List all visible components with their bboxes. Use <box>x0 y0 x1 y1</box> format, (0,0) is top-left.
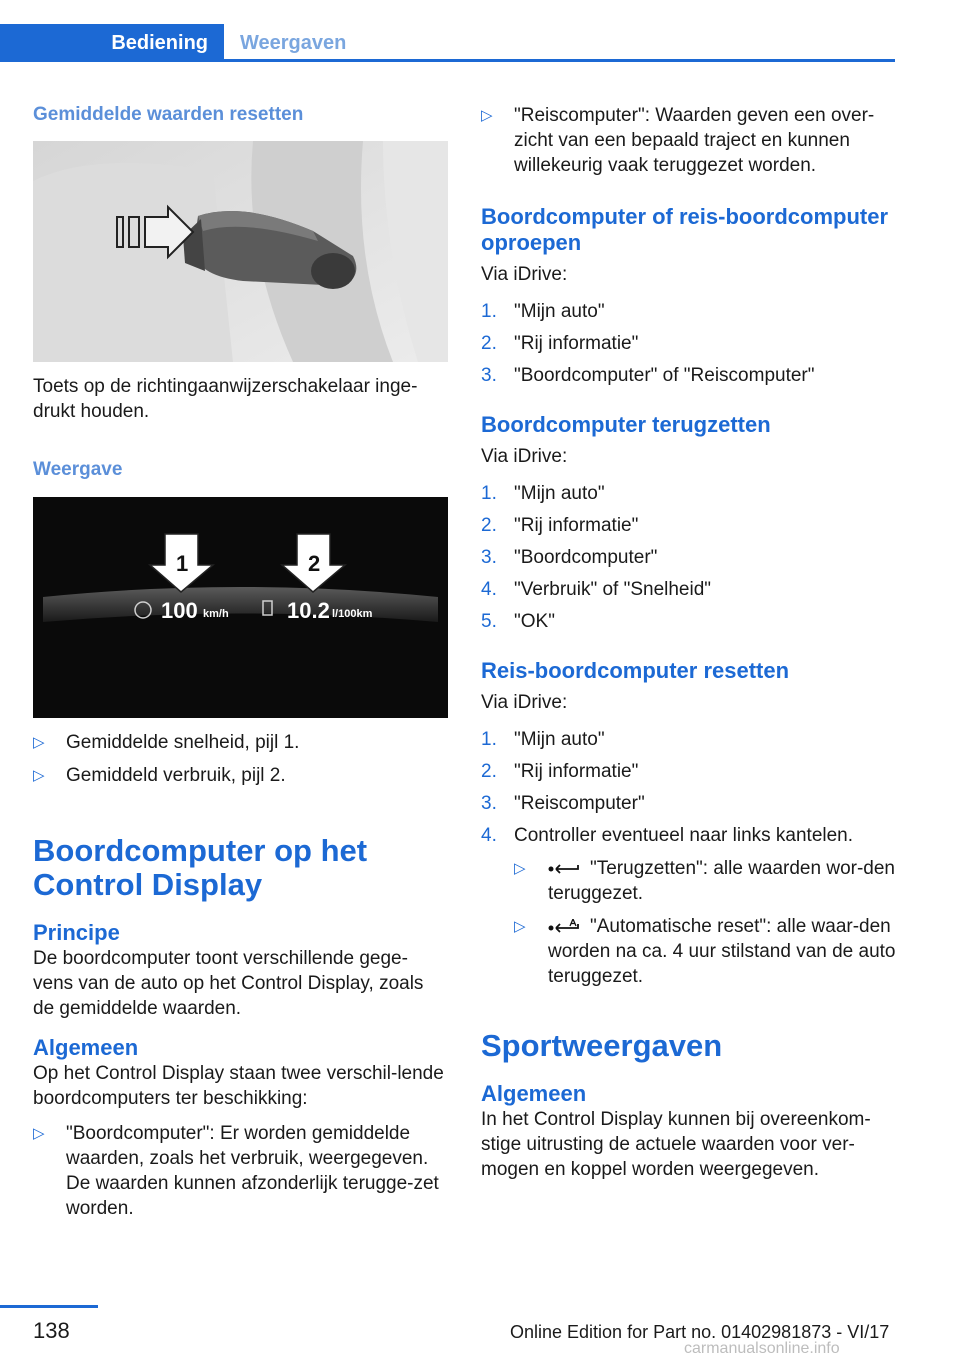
arrow-2-label: 2 <box>308 551 321 576</box>
list-item: 1. "Mijn auto" <box>481 729 605 750</box>
list-item: 1. "Mijn auto" <box>481 483 605 504</box>
via-idrive-3: Via iDrive: <box>481 692 568 713</box>
list-item: 5. "OK" <box>481 611 555 632</box>
edition-text: Online Edition for Part no. 01402981873 - VI/17 <box>510 1322 890 1342</box>
sport-text: In het Control Display kunnen bij overeenkom-stige uitrusting de actuele waarden voor ver-mogen en koppel worden weergegeven. <box>481 1109 871 1180</box>
consumption-unit: l/100km <box>332 608 373 620</box>
principe-heading: Principe <box>33 920 120 945</box>
section-heading-boordcomputer: Boordcomputer op het Control Display <box>33 833 368 902</box>
list-item: ▷ "Terugzetten": alle waarden wor-den teruggezet. <box>514 858 895 904</box>
tab-weergaven[interactable]: Weergaven <box>240 31 347 54</box>
turn-signal-illustration <box>33 141 448 362</box>
auto-reset-icon <box>548 919 582 935</box>
cluster-display-figure <box>33 497 448 718</box>
reiscomputer-list <box>481 103 901 178</box>
triangle-right-icon: ▷ <box>514 918 526 935</box>
algemeen-text: Op het Control Display staan twee verschil-lende boordcomputers ter beschikking: <box>33 1063 444 1109</box>
list-item: 3. "Reiscomputer" <box>481 793 645 814</box>
page-number: 138 <box>33 1318 70 1343</box>
triangle-right-icon: ▷ <box>481 107 493 124</box>
footer-rule <box>0 1305 98 1308</box>
turn-signal-figure <box>33 141 448 362</box>
reis-reset-steps <box>481 727 901 989</box>
via-idrive-2: Via iDrive: <box>481 446 568 467</box>
section-heading-sportweergaven: Sportweergaven <box>481 1028 723 1063</box>
list-item: 2. "Rij informatie" <box>481 761 639 782</box>
list-item: ▷ Gemiddelde snelheid, pijl 1. <box>33 732 300 753</box>
principe-text: De boordcomputer toont verschillende gege-vens van de auto op het Control Display, zoals de gemiddelde waarden. <box>33 948 424 1019</box>
tab-bediening[interactable]: Bediening <box>0 24 224 62</box>
reis-reset-heading: Reis-boordcomputer resetten <box>481 658 790 683</box>
list-item: 3. "Boordcomputer" <box>481 547 658 568</box>
display-title: Weergave <box>33 459 123 480</box>
speed-value: 100 <box>161 598 198 623</box>
algemeen-heading: Algemeen <box>33 1035 139 1060</box>
oproepen-steps <box>481 299 901 388</box>
list-item: ▷ Gemiddeld verbruik, pijl 2. <box>33 765 286 786</box>
page-header <box>0 24 895 62</box>
consumption-value: 10.2 <box>287 598 330 623</box>
list-item: 4. "Verbruik" of "Snelheid" <box>481 579 712 600</box>
terugzetten-steps <box>481 481 901 634</box>
reset-arrow-icon <box>548 862 582 876</box>
list-item: 3. "Boordcomputer" of "Reiscomputer" <box>481 365 815 386</box>
arrow-1-label: 1 <box>176 551 189 576</box>
right-column <box>481 103 901 1182</box>
terugzetten-heading: Boordcomputer terugzetten <box>481 412 771 437</box>
list-item: 2. "Rij informatie" <box>481 515 639 536</box>
watermark: carmanualsonline.info <box>684 1340 840 1357</box>
triangle-right-icon: ▷ <box>514 860 526 877</box>
left-column <box>33 100 448 1221</box>
triangle-right-icon: ▷ <box>33 734 45 751</box>
via-idrive-1: Via iDrive: <box>481 264 568 285</box>
algemeen-list <box>33 1121 448 1221</box>
reset-options-list <box>514 856 901 989</box>
list-item: 4. Controller eventueel naar links kantelen. ▷ "Terugzetten": alle waarden wor-den teruggezet. ▷ "Automatische reset": alle waar-den worden na ca. 4 uur stilstand van de auto teruggezet. <box>481 823 901 989</box>
oproepen-heading: Boordcomputer of reis-boordcomputer oproepen <box>481 204 889 255</box>
reset-instruction: Toets op de richtingaanwijzerschakelaar inge-drukt houden. <box>33 376 418 422</box>
list-item: 1. "Mijn auto" <box>481 301 605 322</box>
list-item: ▷ "Boordcomputer": Er worden gemiddelde waarden, zoals het verbruik, weergegeven. De waarden kunnen afzonderlijk terugge-zet worden. <box>33 1123 439 1219</box>
sport-algemeen-heading: Algemeen <box>481 1081 587 1106</box>
triangle-right-icon: ▷ <box>33 767 45 784</box>
speed-unit: km/h <box>203 608 229 620</box>
reset-title: Gemiddelde waarden resetten <box>33 104 304 125</box>
list-item: 2. "Rij informatie" <box>481 333 639 354</box>
cluster-display-illustration <box>33 497 448 718</box>
list-item: ▷ "Reiscomputer": Waarden geven een over-zicht van een bepaald traject en kunnen willekeurig vaak teruggezet worden. <box>481 105 875 176</box>
display-list <box>33 730 448 788</box>
list-item: ▷ "Automatische reset": alle waar-den worden na ca. 4 uur stilstand van de auto teruggezet. <box>514 916 896 987</box>
triangle-right-icon: ▷ <box>33 1125 45 1142</box>
